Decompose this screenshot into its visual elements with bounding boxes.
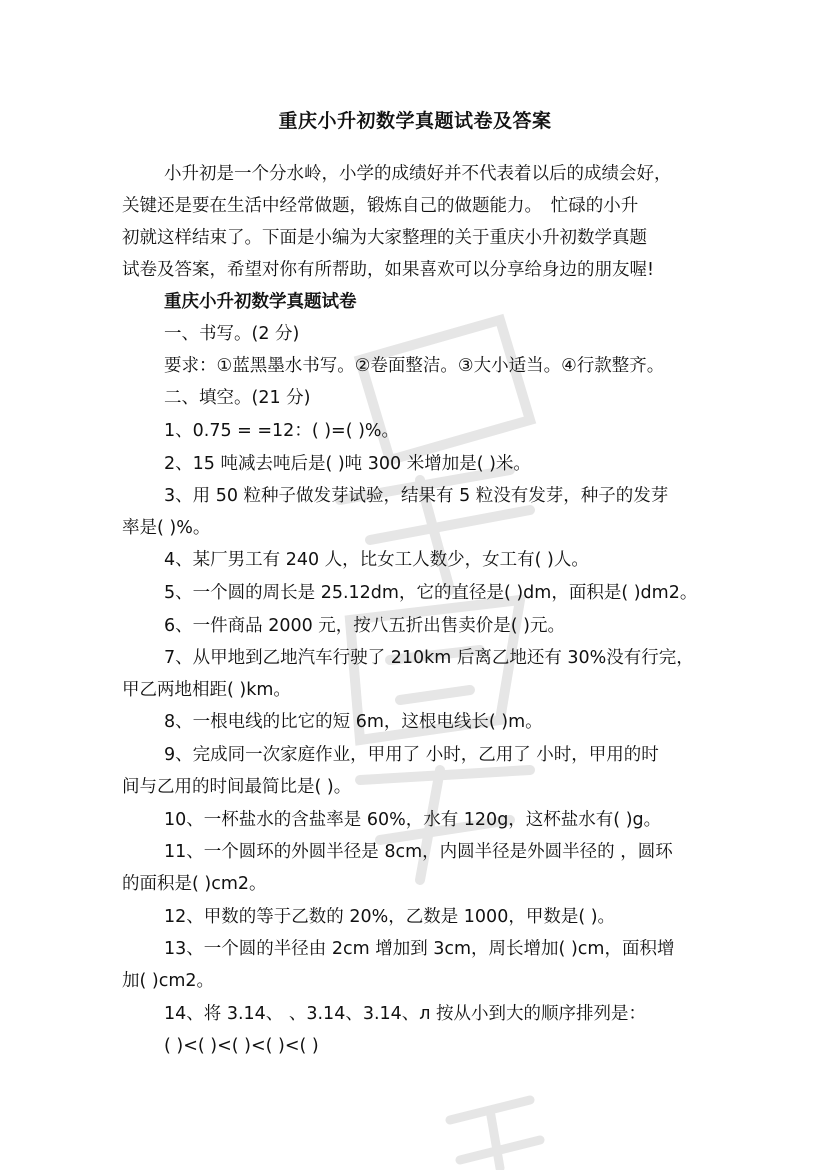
question-10: 10、一杯盐水的含盐率是 60%，水有 120g，这杯盐水有( )g。 [164,810,662,830]
question-13-line-1: 13、一个圆的半径由 2cm 增加到 3cm，周长增加( )cm，面积增 [164,939,675,959]
watermark-fragment [430,1090,550,1170]
question-14-line-2: ( )<( )<( )<( )<( ) [164,1036,319,1056]
question-13-line-2: 加( )cm2。 [122,971,215,991]
question-1: 1、0.75 = =12：( )=( )%。 [164,421,400,441]
question-9-line-2: 间与乙用的时间最简比是( )。 [122,777,352,797]
question-2: 2、15 吨减去吨后是( )吨 300 米增加是( )米。 [164,454,531,474]
intro-line-3: 初就这样结束了。下面是小编为大家整理的关于重庆小升初数学真题 [122,228,647,248]
question-7-line-1: 7、从甲地到乙地汽车行驶了 210km 后离乙地还有 30%没有行完， [164,648,694,668]
question-11-line-2: 的面积是( )cm2。 [122,874,267,894]
question-12: 12、甲数的等于乙数的 20%，乙数是 1000，甲数是( )。 [164,907,616,927]
question-5: 5、一个圆的周长是 25.12dm，它的直径是( )dm，面积是( )dm2。 [164,583,698,603]
question-6: 6、一件商品 2000 元，按八五折出售卖价是( )元。 [164,616,566,636]
part1-heading: 一、书写。(2 分) [164,324,300,344]
part1-requirement: 要求：①蓝黑墨水书写。②卷面整洁。③大小适当。④行款整齐。 [164,356,665,376]
part2-heading: 二、填空。(21 分) [164,388,311,408]
question-7-line-2: 甲乙两地相距( )km。 [122,680,291,700]
intro-line-4: 试卷及答案，希望对你有所帮助，如果喜欢可以分享给身边的朋友喔! [122,260,655,280]
section-title: 重庆小升初数学真题试卷 [164,292,357,312]
question-8: 8、一根电线的比它的短 6m，这根电线长( )m。 [164,712,543,732]
question-3-line-1: 3、用 50 粒种子做发芽试验，结果有 5 粒没有发芽，种子的发芽 [164,486,669,506]
intro-line-1: 小升初是一个分水岭，小学的成绩好并不代表着以后的成绩会好， [164,164,672,184]
question-9-line-1: 9、完成同一次家庭作业，甲用了 小时，乙用了 小时，甲用的时 [164,745,659,765]
question-14-line-1: 14、将 3.14、 、3.14、3.14、л 按从小到大的顺序排列是： [164,1004,647,1024]
question-11-line-1: 11、一个圆环的外圆半径是 8cm，内圆半径是外圆半径的 ，圆环 [164,842,673,862]
question-3-line-2: 率是( )%。 [122,518,211,538]
document-title: 重庆小升初数学真题试卷及答案 [278,110,552,132]
question-4: 4、某厂男工有 240 人，比女工人数少，女工有( )人。 [164,550,589,570]
intro-line-2: 关键还是要在生活中经常做题，锻炼自己的做题能力。 忙碌的小升 [122,196,639,216]
